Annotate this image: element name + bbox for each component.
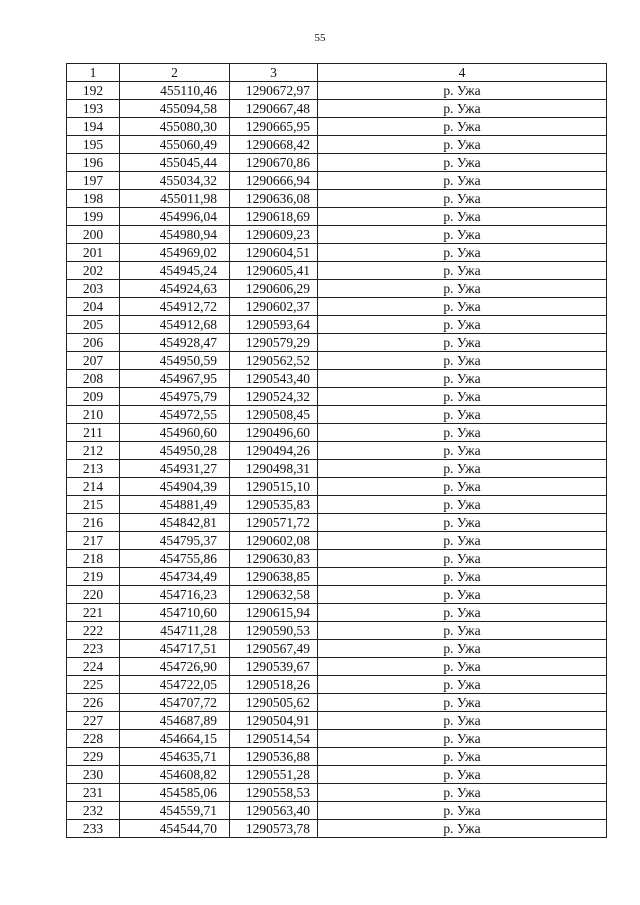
y-coordinate-cell: 1290618,69: [230, 208, 318, 226]
x-coordinate-cell: 454924,63: [120, 280, 230, 298]
description-cell: р. Ужа: [318, 586, 607, 604]
y-coordinate-cell: 1290615,94: [230, 604, 318, 622]
y-coordinate-cell: 1290668,42: [230, 136, 318, 154]
x-coordinate-cell: 454559,71: [120, 802, 230, 820]
description-cell: р. Ужа: [318, 622, 607, 640]
x-coordinate-cell: 454912,68: [120, 316, 230, 334]
table-row: [67, 460, 607, 478]
table-row: [67, 694, 607, 712]
y-coordinate-cell: 1290665,95: [230, 118, 318, 136]
y-coordinate-cell: 1290579,29: [230, 334, 318, 352]
point-number-cell: 201: [67, 244, 120, 262]
description-cell: р. Ужа: [318, 694, 607, 712]
table-row: [67, 208, 607, 226]
x-coordinate-cell: 454635,71: [120, 748, 230, 766]
description-cell: р. Ужа: [318, 766, 607, 784]
table-header-row: [67, 64, 607, 82]
x-coordinate-cell: 454928,47: [120, 334, 230, 352]
table-row: [67, 280, 607, 298]
point-number-cell: 193: [67, 100, 120, 118]
x-coordinate-cell: 454972,55: [120, 406, 230, 424]
description-cell: р. Ужа: [318, 100, 607, 118]
description-cell: р. Ужа: [318, 298, 607, 316]
x-coordinate-cell: 455110,46: [120, 82, 230, 100]
table-row: [67, 442, 607, 460]
description-cell: р. Ужа: [318, 316, 607, 334]
x-coordinate-cell: 454975,79: [120, 388, 230, 406]
y-coordinate-cell: 1290590,53: [230, 622, 318, 640]
y-coordinate-cell: 1290539,67: [230, 658, 318, 676]
point-number-cell: 215: [67, 496, 120, 514]
y-coordinate-cell: 1290632,58: [230, 586, 318, 604]
x-coordinate-cell: 455060,49: [120, 136, 230, 154]
point-number-cell: 207: [67, 352, 120, 370]
table-row: [67, 190, 607, 208]
x-coordinate-cell: 454996,04: [120, 208, 230, 226]
description-cell: р. Ужа: [318, 424, 607, 442]
y-coordinate-cell: 1290515,10: [230, 478, 318, 496]
y-coordinate-cell: 1290508,45: [230, 406, 318, 424]
y-coordinate-cell: 1290567,49: [230, 640, 318, 658]
description-cell: р. Ужа: [318, 442, 607, 460]
y-coordinate-cell: 1290496,60: [230, 424, 318, 442]
point-number-cell: 223: [67, 640, 120, 658]
x-coordinate-cell: 454967,95: [120, 370, 230, 388]
table-row: [67, 820, 607, 838]
point-number-cell: 202: [67, 262, 120, 280]
description-cell: р. Ужа: [318, 280, 607, 298]
x-coordinate-cell: 454755,86: [120, 550, 230, 568]
point-number-cell: 229: [67, 748, 120, 766]
x-coordinate-cell: 454722,05: [120, 676, 230, 694]
y-coordinate-cell: 1290573,78: [230, 820, 318, 838]
description-cell: р. Ужа: [318, 532, 607, 550]
point-number-cell: 230: [67, 766, 120, 784]
point-number-cell: 200: [67, 226, 120, 244]
y-coordinate-cell: 1290604,51: [230, 244, 318, 262]
x-coordinate-cell: 454795,37: [120, 532, 230, 550]
point-number-cell: 228: [67, 730, 120, 748]
y-coordinate-cell: 1290494,26: [230, 442, 318, 460]
y-coordinate-cell: 1290558,53: [230, 784, 318, 802]
description-cell: р. Ужа: [318, 406, 607, 424]
y-coordinate-cell: 1290638,85: [230, 568, 318, 586]
description-cell: р. Ужа: [318, 244, 607, 262]
x-coordinate-cell: 454960,60: [120, 424, 230, 442]
y-coordinate-cell: 1290524,32: [230, 388, 318, 406]
table-row: [67, 100, 607, 118]
table-row: [67, 712, 607, 730]
y-coordinate-cell: 1290605,41: [230, 262, 318, 280]
point-number-cell: 203: [67, 280, 120, 298]
point-number-cell: 198: [67, 190, 120, 208]
coordinates-table: [66, 63, 607, 838]
description-cell: р. Ужа: [318, 118, 607, 136]
point-number-cell: 213: [67, 460, 120, 478]
point-number-cell: 208: [67, 370, 120, 388]
description-cell: р. Ужа: [318, 748, 607, 766]
table-row: [67, 658, 607, 676]
header-col-1: 1: [67, 64, 120, 82]
x-coordinate-cell: 454945,24: [120, 262, 230, 280]
table-row: [67, 370, 607, 388]
description-cell: р. Ужа: [318, 730, 607, 748]
header-col-2: 2: [120, 64, 230, 82]
description-cell: р. Ужа: [318, 514, 607, 532]
description-cell: р. Ужа: [318, 262, 607, 280]
x-coordinate-cell: 454950,28: [120, 442, 230, 460]
point-number-cell: 212: [67, 442, 120, 460]
description-cell: р. Ужа: [318, 172, 607, 190]
description-cell: р. Ужа: [318, 478, 607, 496]
x-coordinate-cell: 454608,82: [120, 766, 230, 784]
y-coordinate-cell: 1290630,83: [230, 550, 318, 568]
point-number-cell: 225: [67, 676, 120, 694]
x-coordinate-cell: 454734,49: [120, 568, 230, 586]
table-row: [67, 586, 607, 604]
y-coordinate-cell: 1290551,28: [230, 766, 318, 784]
x-coordinate-cell: 454544,70: [120, 820, 230, 838]
y-coordinate-cell: 1290563,40: [230, 802, 318, 820]
table-row: [67, 118, 607, 136]
x-coordinate-cell: 454904,39: [120, 478, 230, 496]
point-number-cell: 232: [67, 802, 120, 820]
point-number-cell: 224: [67, 658, 120, 676]
description-cell: р. Ужа: [318, 604, 607, 622]
x-coordinate-cell: 454716,23: [120, 586, 230, 604]
table-row: [67, 622, 607, 640]
description-cell: р. Ужа: [318, 550, 607, 568]
table-row: [67, 532, 607, 550]
description-cell: р. Ужа: [318, 82, 607, 100]
point-number-cell: 192: [67, 82, 120, 100]
table-row: [67, 262, 607, 280]
x-coordinate-cell: 455034,32: [120, 172, 230, 190]
table-row: [67, 424, 607, 442]
y-coordinate-cell: 1290562,52: [230, 352, 318, 370]
y-coordinate-cell: 1290518,26: [230, 676, 318, 694]
description-cell: р. Ужа: [318, 208, 607, 226]
point-number-cell: 194: [67, 118, 120, 136]
description-cell: р. Ужа: [318, 154, 607, 172]
table-row: [67, 136, 607, 154]
x-coordinate-cell: 454710,60: [120, 604, 230, 622]
point-number-cell: 222: [67, 622, 120, 640]
point-number-cell: 217: [67, 532, 120, 550]
description-cell: р. Ужа: [318, 370, 607, 388]
table-row: [67, 640, 607, 658]
y-coordinate-cell: 1290636,08: [230, 190, 318, 208]
table-row: [67, 154, 607, 172]
y-coordinate-cell: 1290593,64: [230, 316, 318, 334]
point-number-cell: 204: [67, 298, 120, 316]
point-number-cell: 220: [67, 586, 120, 604]
description-cell: р. Ужа: [318, 658, 607, 676]
description-cell: р. Ужа: [318, 496, 607, 514]
table-row: [67, 478, 607, 496]
description-cell: р. Ужа: [318, 334, 607, 352]
x-coordinate-cell: 454717,51: [120, 640, 230, 658]
point-number-cell: 197: [67, 172, 120, 190]
x-coordinate-cell: 454980,94: [120, 226, 230, 244]
description-cell: р. Ужа: [318, 712, 607, 730]
point-number-cell: 221: [67, 604, 120, 622]
description-cell: р. Ужа: [318, 784, 607, 802]
x-coordinate-cell: 454969,02: [120, 244, 230, 262]
y-coordinate-cell: 1290666,94: [230, 172, 318, 190]
table-row: [67, 172, 607, 190]
x-coordinate-cell: 454707,72: [120, 694, 230, 712]
x-coordinate-cell: 454726,90: [120, 658, 230, 676]
table-row: [67, 388, 607, 406]
table-row: [67, 334, 607, 352]
point-number-cell: 209: [67, 388, 120, 406]
table-row: [67, 352, 607, 370]
header-col-3: 3: [230, 64, 318, 82]
y-coordinate-cell: 1290602,37: [230, 298, 318, 316]
y-coordinate-cell: 1290667,48: [230, 100, 318, 118]
y-coordinate-cell: 1290505,62: [230, 694, 318, 712]
x-coordinate-cell: 454881,49: [120, 496, 230, 514]
y-coordinate-cell: 1290536,88: [230, 748, 318, 766]
y-coordinate-cell: 1290606,29: [230, 280, 318, 298]
description-cell: р. Ужа: [318, 136, 607, 154]
description-cell: р. Ужа: [318, 352, 607, 370]
point-number-cell: 233: [67, 820, 120, 838]
description-cell: р. Ужа: [318, 190, 607, 208]
y-coordinate-cell: 1290498,31: [230, 460, 318, 478]
point-number-cell: 219: [67, 568, 120, 586]
x-coordinate-cell: 455045,44: [120, 154, 230, 172]
x-coordinate-cell: 454585,06: [120, 784, 230, 802]
point-number-cell: 216: [67, 514, 120, 532]
x-coordinate-cell: 454950,59: [120, 352, 230, 370]
y-coordinate-cell: 1290571,72: [230, 514, 318, 532]
description-cell: р. Ужа: [318, 676, 607, 694]
point-number-cell: 214: [67, 478, 120, 496]
x-coordinate-cell: 455011,98: [120, 190, 230, 208]
point-number-cell: 196: [67, 154, 120, 172]
description-cell: р. Ужа: [318, 388, 607, 406]
point-number-cell: 205: [67, 316, 120, 334]
description-cell: р. Ужа: [318, 460, 607, 478]
table-row: [67, 298, 607, 316]
y-coordinate-cell: 1290609,23: [230, 226, 318, 244]
table-row: [67, 802, 607, 820]
point-number-cell: 211: [67, 424, 120, 442]
table-row: [67, 766, 607, 784]
y-coordinate-cell: 1290543,40: [230, 370, 318, 388]
table-row: [67, 676, 607, 694]
table-row: [67, 316, 607, 334]
description-cell: р. Ужа: [318, 802, 607, 820]
table-row: [67, 82, 607, 100]
table-row: [67, 406, 607, 424]
y-coordinate-cell: 1290670,86: [230, 154, 318, 172]
x-coordinate-cell: 454912,72: [120, 298, 230, 316]
table-row: [67, 496, 607, 514]
x-coordinate-cell: 454931,27: [120, 460, 230, 478]
table-row: [67, 514, 607, 532]
table-row: [67, 730, 607, 748]
point-number-cell: 227: [67, 712, 120, 730]
point-number-cell: 199: [67, 208, 120, 226]
point-number-cell: 210: [67, 406, 120, 424]
y-coordinate-cell: 1290672,97: [230, 82, 318, 100]
y-coordinate-cell: 1290535,83: [230, 496, 318, 514]
description-cell: р. Ужа: [318, 640, 607, 658]
x-coordinate-cell: 454842,81: [120, 514, 230, 532]
x-coordinate-cell: 455094,58: [120, 100, 230, 118]
description-cell: р. Ужа: [318, 568, 607, 586]
point-number-cell: 218: [67, 550, 120, 568]
table-row: [67, 748, 607, 766]
description-cell: р. Ужа: [318, 226, 607, 244]
y-coordinate-cell: 1290504,91: [230, 712, 318, 730]
x-coordinate-cell: 454664,15: [120, 730, 230, 748]
table-row: [67, 550, 607, 568]
header-col-4: 4: [318, 64, 607, 82]
y-coordinate-cell: 1290602,08: [230, 532, 318, 550]
table-row: [67, 784, 607, 802]
point-number-cell: 231: [67, 784, 120, 802]
table-row: [67, 244, 607, 262]
table-row: [67, 226, 607, 244]
point-number-cell: 226: [67, 694, 120, 712]
description-cell: р. Ужа: [318, 820, 607, 838]
point-number-cell: 195: [67, 136, 120, 154]
table-row: [67, 604, 607, 622]
point-number-cell: 206: [67, 334, 120, 352]
page-number: 55: [314, 32, 326, 44]
table-row: [67, 568, 607, 586]
x-coordinate-cell: 454711,28: [120, 622, 230, 640]
x-coordinate-cell: 454687,89: [120, 712, 230, 730]
y-coordinate-cell: 1290514,54: [230, 730, 318, 748]
x-coordinate-cell: 455080,30: [120, 118, 230, 136]
